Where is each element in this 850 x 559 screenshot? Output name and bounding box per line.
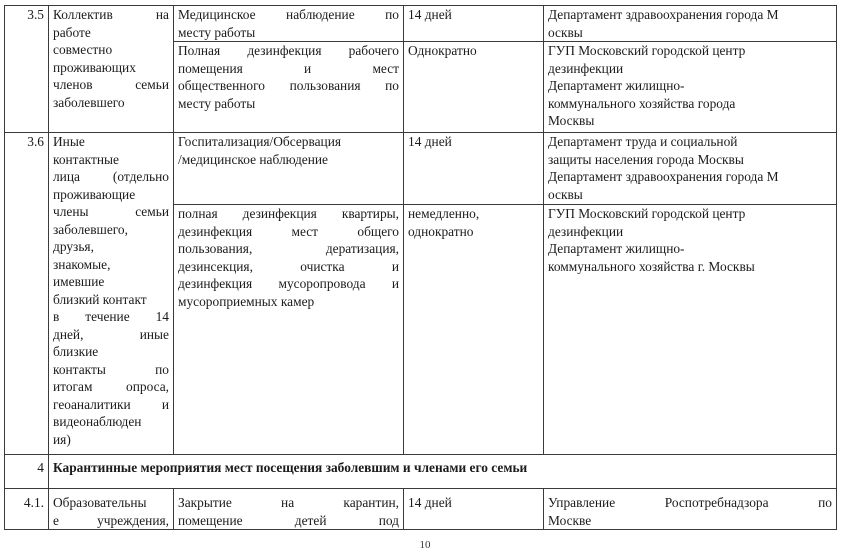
responsible-cell: Департамент труда и социальной защиты населения города Москвы Департамент здравоохранения города М осквы <box>544 133 837 205</box>
row-number: 3.5 <box>5 6 49 133</box>
term-cell: 14 дней <box>404 489 544 530</box>
contact-group-cell: Коллектив на работе совместно проживающих членов семьи заболевшего <box>49 6 174 133</box>
responsible-cell: Департамент здравоохранения города М осквы <box>544 6 837 42</box>
term-cell: 14 дней <box>404 133 544 205</box>
measures-table <box>4 5 837 530</box>
term-cell: Однократно <box>404 42 544 133</box>
table-row <box>5 133 837 205</box>
page-number: 10 <box>419 539 431 551</box>
section-title: Карантинные мероприятия мест посещения заболевшим и членами его семьи <box>49 455 837 489</box>
measure-cell: Закрытие на карантин, помещение детей под <box>174 489 404 530</box>
measure-cell: Госпитализация/Обсервация /медицинское наблюдение <box>174 133 404 205</box>
term-cell: 14 дней <box>404 6 544 42</box>
measure-cell: полная дезинфекция квартиры, дезинфекция мест общего пользования, дератизация, дезинсекция, очистка и дезинфекция мусоропровода и мусороприемных камер <box>174 205 404 455</box>
contact-group-cell: Образовательны е учреждения, <box>49 489 174 530</box>
measure-cell: Медицинское наблюдение по месту работы <box>174 6 404 42</box>
term-cell: немедленно, однократно <box>404 205 544 455</box>
measure-cell: Полная дезинфекция рабочего помещения и мест общественного пользования по месту работы <box>174 42 404 133</box>
responsible-cell: ГУП Московский городской центр дезинфекции Департамент жилищно- коммунального хозяйства города Москвы <box>544 42 837 133</box>
table-row <box>5 489 837 530</box>
table-row <box>5 6 837 42</box>
responsible-cell: ГУП Московский городской центр дезинфекции Департамент жилищно- коммунального хозяйства г. Москвы <box>544 205 837 455</box>
contact-group-cell: Иные контактные лица (отдельно проживающие члены семьи заболевшего, друзья, знакомые, имевшие близкий контакт в течение 14 дней, иные близкие контакты по итогам опроса, геоаналитики и видеонаблюден ия) <box>49 133 174 455</box>
row-number: 3.6 <box>5 133 49 455</box>
section-row <box>5 455 837 489</box>
section-number: 4 <box>5 455 49 489</box>
row-number: 4.1. <box>5 489 49 530</box>
responsible-cell: Управление Роспотребнадзора по Москве <box>544 489 837 530</box>
